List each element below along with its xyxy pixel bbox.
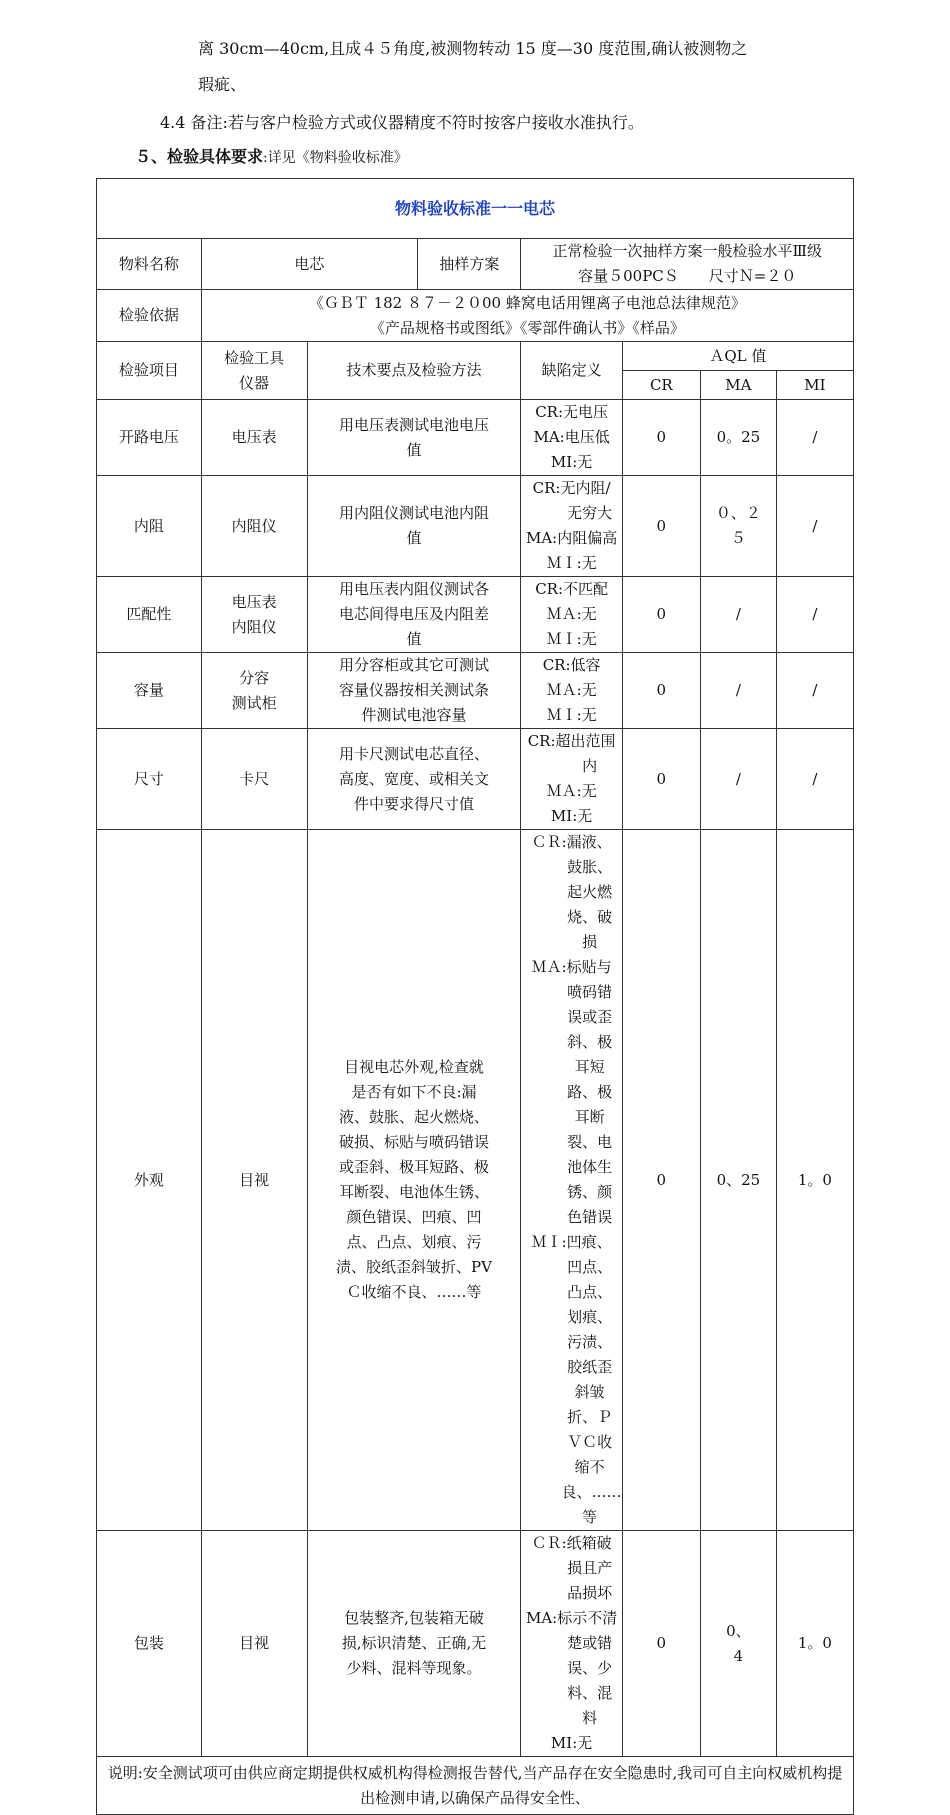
sampling-plan-line-1: 正常检验一次抽样方案一般检验水平Ⅲ级: [552, 242, 822, 260]
method-line: 用分容柜或其它可测试: [338, 656, 489, 674]
aql-mi: 1。0: [776, 1531, 853, 1757]
header-cr: CR: [622, 371, 700, 400]
sampling-plan-value: [521, 239, 854, 290]
table-note: 说明:安全测试项可由供应商定期提供权威机构得检测报告替代,当产品存在安全隐患时,我司可自主向权威机构提出检测申请,以确保产品得安全性、: [97, 1757, 854, 1815]
note-row: [97, 1757, 854, 1815]
inspection-tool: [201, 653, 307, 729]
inspection-method: [307, 729, 521, 830]
header-tool-line-2: 仪器: [239, 373, 270, 392]
aql-mi: /: [776, 400, 853, 476]
ma-line: 0。25: [716, 428, 761, 446]
table-row: [97, 1531, 854, 1757]
method-line: 耳断裂、电池体生锈、: [338, 1183, 489, 1201]
defect-line: CR:低容: [542, 656, 601, 674]
table-row: [97, 476, 854, 577]
defect-line: ＭＡ:标贴与喷码错误或歪斜、极耳短路、极耳断裂、电池体生锈、颜色错误: [531, 958, 613, 1226]
defect-line: CR:无内阻/无穷大: [532, 479, 613, 522]
ma-line: /: [735, 605, 741, 623]
defect-definition: [521, 577, 622, 653]
header-tool: [201, 342, 307, 400]
method-line: 件测试电池容量: [361, 706, 467, 724]
intro-line-1: 离 30cm—40cm,且成４５角度,被测物转动 15 度—30 度范围,确认被测物之: [198, 39, 748, 58]
method-line: 破损、标贴与喷码错误: [338, 1133, 489, 1151]
method-line: 颜色错误、凹痕、凹: [346, 1208, 482, 1226]
aql-mi: /: [776, 729, 853, 830]
defect-line: ＭＩ:凹痕、凹点、凸点、划痕、污渍、胶纸歪斜皱折、ＰＶＣ收缩不良、……等: [531, 1233, 622, 1526]
intro-line-2: 瑕疵、: [198, 75, 247, 94]
inspection-basis-line-1: 《ＧＢＴ 182 ８７－２０00 蜂窝电话用锂离子电池总法律规范》: [308, 293, 746, 312]
defect-line: MI:无: [550, 1734, 593, 1752]
defect-line: ＭＡ:无: [546, 605, 597, 623]
sampling-plan-line-2: 容量５00PCＳ 尺寸Ｎ=２０: [578, 267, 797, 285]
method-line: 或歪斜、极耳短路、极: [338, 1158, 489, 1176]
defect-definition: [521, 476, 622, 577]
section-5-title: 检验具体要求: [167, 147, 264, 166]
ma-line: /: [735, 769, 741, 788]
inspection-item: 包装: [97, 1531, 202, 1757]
method-line: 目视电芯外观,检查就: [344, 1058, 484, 1076]
defect-line: MI:无: [550, 807, 593, 825]
table-row: [97, 830, 854, 1531]
section-5-reference: :详见《物料验收标准》: [263, 150, 408, 166]
aql-cr: 0: [622, 476, 700, 577]
acceptance-standard-table: [96, 178, 854, 1815]
method-line: 高度、宽度、或相关文: [338, 769, 489, 788]
table-row: [97, 577, 854, 653]
defect-line: ＭＩ:无: [546, 706, 597, 724]
method-line: 容量仪器按相关测试条: [338, 681, 489, 699]
inspection-item: 容量: [97, 653, 202, 729]
inspection-method: [307, 577, 521, 653]
defect-line: ＭＡ:无: [546, 782, 597, 800]
inspection-tool: [201, 729, 307, 830]
method-line: 渍、胶纸歪斜皱折、PV: [336, 1258, 492, 1276]
inspection-tool: [201, 1531, 307, 1757]
defect-line: ＭＡ:无: [546, 681, 597, 699]
aql-cr: 0: [622, 653, 700, 729]
material-name-value: 电芯: [201, 239, 417, 290]
header-method: 技术要点及检验方法: [307, 342, 521, 400]
header-ma: MA: [700, 371, 776, 400]
tool-line: 内阻仪: [231, 617, 277, 636]
defect-definition: [521, 830, 622, 1531]
defect-definition: [521, 653, 622, 729]
tool-line: 卡尺: [239, 769, 270, 788]
method-line: 电芯间得电压及内阻差: [338, 605, 489, 623]
sampling-plan-label: 抽样方案: [417, 239, 521, 290]
defect-definition: [521, 400, 622, 476]
inspection-tool: [201, 830, 307, 1531]
method-line: 是否有如下不良:漏: [351, 1083, 477, 1101]
ma-line: 4: [733, 1646, 744, 1665]
defect-line: ＣＲ:纸箱破损且产品损坏: [531, 1534, 613, 1602]
tool-line: 目视: [239, 1634, 270, 1652]
inspection-basis-value: [201, 290, 853, 342]
inspection-method: [307, 830, 521, 1531]
inspection-basis-label: 检验依据: [97, 290, 202, 342]
ma-line: ０、２: [715, 504, 761, 522]
defect-line: MI:无: [550, 453, 593, 471]
aql-cr: 0: [622, 1531, 700, 1757]
method-line: 点、凸点、划痕、污: [346, 1233, 482, 1251]
defect-line: MA:电压低: [533, 428, 610, 446]
aql-ma: [700, 476, 776, 577]
method-line: 包装整齐,包装箱无破: [344, 1609, 484, 1627]
aql-mi: 1。0: [776, 830, 853, 1531]
inspection-basis-line-2: 《产品规格书或图纸》《零部件确认书》《样品》: [369, 318, 685, 337]
inspection-method: [307, 400, 521, 476]
inspection-item: 匹配性: [97, 577, 202, 653]
header-mi: MI: [776, 371, 853, 400]
defect-definition: [521, 729, 622, 830]
table-row: [97, 653, 854, 729]
table-row: [97, 400, 854, 476]
aql-cr: 0: [622, 830, 700, 1531]
tool-line: 电压表: [231, 592, 277, 611]
defect-line: ＣＲ:漏液、鼓胀、起火燃烧、破损: [531, 833, 613, 951]
inspection-method: [307, 1531, 521, 1757]
method-line: 值: [406, 630, 422, 648]
aql-cr: 0: [622, 729, 700, 830]
inspection-method: [307, 653, 521, 729]
method-line: 用电压表内阻仪测试各: [338, 580, 489, 598]
defect-line: MA:标示不清楚或错误、少料、混料: [525, 1609, 618, 1727]
material-name-label: 物料名称: [97, 239, 202, 290]
tool-line: 电压表: [231, 428, 277, 446]
aql-mi: /: [776, 577, 853, 653]
header-item: 检验项目: [97, 342, 202, 400]
defect-line: CR:无电压: [535, 403, 609, 421]
method-line: 液、鼓胀、起火燃烧、: [338, 1108, 489, 1126]
section-5-number: ５、: [135, 147, 168, 166]
aql-ma: [700, 577, 776, 653]
aql-ma: [700, 653, 776, 729]
inspection-item: 尺寸: [97, 729, 202, 830]
inspection-item: 开路电压: [97, 400, 202, 476]
ma-line: 0、: [726, 1621, 751, 1640]
aql-ma: [700, 729, 776, 830]
method-line: 值: [406, 440, 422, 459]
header-tool-line-1: 检验工具: [224, 348, 285, 367]
method-line: 用内阻仪测试电池内阻: [338, 504, 489, 522]
method-line: 少料、混料等现象。: [346, 1659, 482, 1677]
defect-line: MA:内阻偏高: [525, 529, 618, 547]
inspection-tool: [201, 476, 307, 577]
method-line: 损,标识清楚、正确,无: [341, 1634, 487, 1652]
method-line: 用电压表测试电池电压: [338, 415, 489, 434]
tool-line: 测试柜: [231, 693, 277, 712]
inspection-item: 外观: [97, 830, 202, 1531]
aql-ma: [700, 830, 776, 1531]
aql-cr: 0: [622, 400, 700, 476]
aql-mi: /: [776, 476, 853, 577]
intro-note-4-4: 4.4 备注:若与客户检验方式或仪器精度不符时按客户接收水准执行。: [160, 113, 644, 132]
defect-definition: [521, 1531, 622, 1757]
inspection-tool: [201, 400, 307, 476]
header-aql: ＡQL 值: [622, 342, 853, 371]
tool-line: 分容: [239, 668, 270, 687]
table-row: [97, 729, 854, 830]
aql-ma: [700, 400, 776, 476]
method-line: Ｃ收缩不良、……等: [346, 1283, 482, 1301]
aql-cr: 0: [622, 577, 700, 653]
tool-line: 目视: [239, 1170, 270, 1189]
table-title: 物料验收标准一一电芯: [97, 179, 854, 239]
section-5-heading: [135, 146, 408, 169]
method-line: 件中要求得尺寸值: [353, 794, 474, 813]
inspection-tool: [201, 577, 307, 653]
inspection-item: 内阻: [97, 476, 202, 577]
defect-line: CR:不匹配: [535, 580, 609, 598]
ma-line: ５: [730, 529, 746, 547]
defect-line: CR:超出范围内: [527, 732, 616, 775]
ma-line: /: [735, 681, 741, 699]
defect-line: ＭＩ:无: [546, 554, 597, 572]
aql-mi: /: [776, 653, 853, 729]
method-line: 用卡尺测试电芯直径、: [338, 744, 489, 763]
aql-ma: [700, 1531, 776, 1757]
method-line: 值: [406, 529, 422, 547]
tool-line: 内阻仪: [231, 516, 277, 535]
header-defect: 缺陷定义: [521, 342, 622, 400]
inspection-method: [307, 476, 521, 577]
ma-line: 0、25: [716, 1170, 761, 1189]
defect-line: ＭＩ:无: [546, 630, 597, 648]
